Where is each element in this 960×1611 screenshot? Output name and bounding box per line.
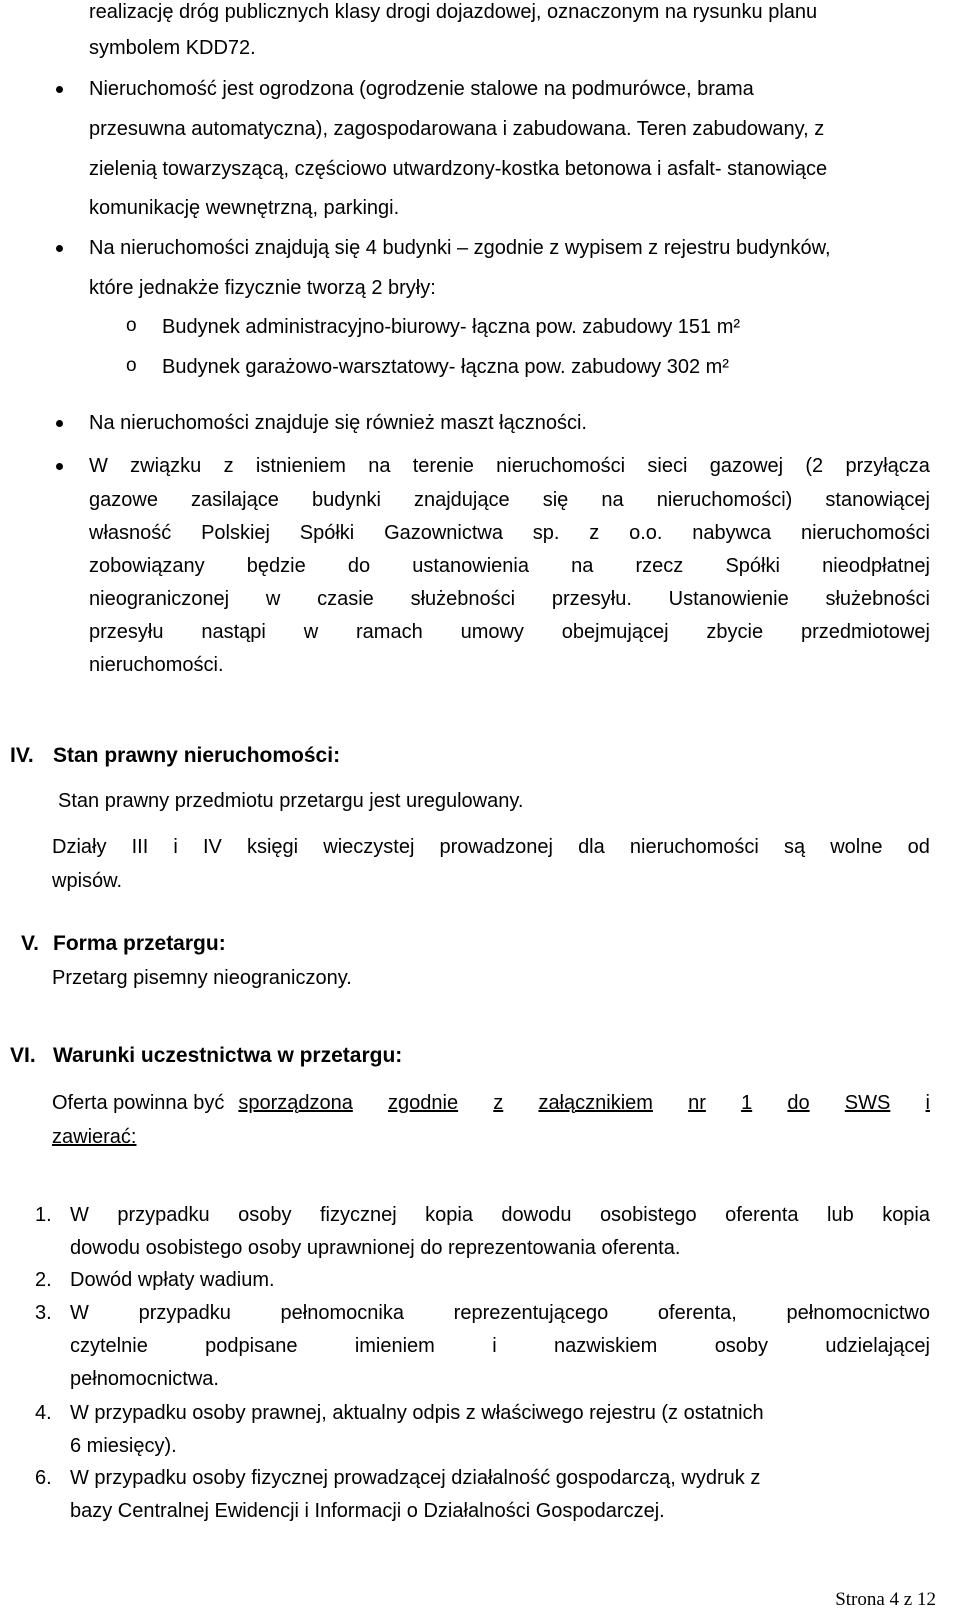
paragraph-line: Stan prawny przedmiotu przetargu jest uregulowany. — [58, 790, 524, 812]
word: nieodpłatnej — [822, 555, 930, 577]
word: przesyłu — [89, 621, 164, 643]
word: służebności — [410, 588, 516, 610]
word: z — [493, 1092, 504, 1114]
paragraph-line: symbolem KDD72. — [89, 37, 256, 59]
section-title: Warunki uczestnictwa w przetargu: — [53, 1044, 403, 1067]
list-item-line: bazy Centralnej Ewidencji i Informacji o Działalności Gospodarczej. — [70, 1500, 665, 1522]
word: własność — [89, 522, 172, 544]
word: przesyłu. — [551, 588, 632, 610]
word: reprezentującego — [453, 1302, 609, 1324]
word: na — [571, 555, 594, 577]
word: nieograniczonej — [89, 588, 230, 610]
word: SWS — [844, 1092, 891, 1114]
paragraph-line: realizację dróg publicznych klasy drogi dojazdowej, oznaczonym na rysunku planu — [89, 1, 818, 23]
word: nazwiskiem — [553, 1335, 658, 1357]
word: z — [223, 455, 234, 477]
word: osoby — [238, 1204, 292, 1226]
lead-text: Oferta powinna być — [52, 1092, 225, 1114]
word: czytelnie — [70, 1335, 148, 1357]
word: W — [89, 455, 108, 477]
word: fizycznej — [319, 1204, 397, 1226]
word: gazowej — [709, 455, 784, 477]
bullet-line: zielenią towarzyszącą, częściowo utwardzony-kostka betonowa i asfalt- stanowiące — [89, 158, 828, 180]
word: i — [492, 1335, 497, 1357]
word: w — [265, 588, 281, 610]
word: zasilające — [191, 489, 279, 511]
word: są — [783, 836, 806, 858]
word: sieci — [647, 455, 688, 477]
section-number: IV. — [10, 744, 34, 767]
list-item-number: 3. — [35, 1302, 52, 1324]
lead-underlined-text — [238, 1091, 930, 1115]
word: nabywca — [692, 522, 772, 544]
paragraph-line — [52, 1091, 930, 1115]
word: osobistego — [599, 1204, 697, 1226]
word: czasie — [317, 588, 374, 610]
sub-bullet-icon: o — [126, 355, 137, 376]
sub-bullet-icon: o — [126, 315, 137, 336]
word: umowy — [460, 621, 524, 643]
word: budynki — [311, 489, 381, 511]
word: gazowe — [89, 489, 158, 511]
bullet-line: komunikację wewnętrzną, parkingi. — [89, 197, 400, 219]
list-item-number: 1. — [35, 1204, 52, 1226]
word: Ustanowienie — [668, 588, 789, 610]
word: przedmiotowej — [800, 621, 930, 643]
word: III — [131, 836, 149, 858]
bullet-line — [89, 454, 930, 478]
word: pełnomocnictwo — [786, 1302, 930, 1324]
word: IV — [202, 836, 222, 858]
word: Polskiej — [201, 522, 270, 544]
word: przyłącza — [845, 455, 930, 477]
word: osoby — [714, 1335, 769, 1357]
paragraph-line — [52, 835, 930, 859]
list-item-line — [70, 1301, 930, 1325]
section-title: Stan prawny nieruchomości: — [53, 744, 341, 767]
word: rzecz — [635, 555, 684, 577]
word: pełnomocnika — [280, 1302, 404, 1324]
page-number: Strona 4 z 12 — [835, 1589, 936, 1610]
word: zgodnie — [388, 1092, 459, 1114]
word: obejmującej — [561, 621, 669, 643]
word: nieruchomości) — [656, 489, 793, 511]
word: znajdujące — [413, 489, 510, 511]
word: nieruchomości — [800, 522, 930, 544]
bullet-line: Na nieruchomości znajdują się 4 budynki – zgodnie z wypisem z rejestru budynków, — [89, 237, 831, 259]
word: Gazownictwa — [384, 522, 503, 544]
word: dla — [578, 836, 605, 858]
list-item-line — [70, 1334, 930, 1358]
word: się — [542, 489, 569, 511]
word: o.o. — [629, 522, 663, 544]
list-item-line: dowodu osobistego osoby uprawnionej do reprezentowania oferenta. — [70, 1237, 681, 1259]
word: W — [70, 1302, 89, 1324]
bullet-line — [89, 587, 930, 611]
word: do — [787, 1092, 810, 1114]
list-item-line: pełnomocnictwa. — [70, 1368, 219, 1390]
bullet-icon — [56, 420, 63, 427]
word: od — [907, 836, 930, 858]
word: dowodu — [501, 1204, 572, 1226]
word: prowadzonej — [439, 836, 553, 858]
word: z — [589, 522, 600, 544]
bullet-icon — [56, 463, 63, 470]
word: istnieniem — [255, 455, 346, 477]
word: oferenta, — [657, 1302, 737, 1324]
word: nieruchomości — [629, 836, 759, 858]
word: kopia — [425, 1204, 473, 1226]
word: Działy — [52, 836, 107, 858]
list-item-line: 6 miesięcy). — [70, 1435, 177, 1457]
word: przypadku — [138, 1302, 231, 1324]
bullet-line: przesuwna automatyczna), zagospodarowana i zabudowana. Teren zabudowany, z — [89, 118, 825, 140]
word: Spółki — [299, 522, 355, 544]
word: i — [925, 1092, 930, 1114]
word: wieczystej — [323, 836, 415, 858]
word: księgi — [246, 836, 299, 858]
word: związku — [130, 455, 202, 477]
paragraph-line: wpisów. — [52, 870, 123, 892]
bullet-icon — [56, 86, 63, 93]
word: załącznikiem — [538, 1092, 653, 1114]
word: lub — [827, 1204, 854, 1226]
word: udzielającej — [825, 1335, 930, 1357]
bullet-line — [89, 620, 930, 644]
word: podpisane — [205, 1335, 298, 1357]
list-item-number: 6. — [35, 1467, 52, 1489]
word: i — [173, 836, 178, 858]
word: na — [601, 489, 624, 511]
word: nr — [688, 1092, 706, 1114]
word: imieniem — [354, 1335, 435, 1357]
word: ramach — [356, 621, 423, 643]
word: 1 — [741, 1092, 753, 1114]
list-item-line: W przypadku osoby prawnej, aktualny odpis z właściwego rejestru (z ostatnich — [70, 1402, 764, 1424]
sub-bullet-line: Budynek administracyjno-biurowy- łączna pow. zabudowy 151 m² — [162, 316, 741, 338]
word: zbycie — [706, 621, 764, 643]
section-number: VI. — [10, 1044, 36, 1067]
section-title: Forma przetargu: — [53, 932, 226, 955]
paragraph-line: zawierać: — [52, 1126, 137, 1148]
bullet-line — [89, 488, 930, 512]
bullet-line: Nieruchomość jest ogrodzona (ogrodzenie stalowe na podmurówce, brama — [89, 78, 754, 100]
list-item-line: W przypadku osoby fizycznej prowadzącej działalność gospodarczą, wydruk z — [70, 1467, 761, 1489]
word: sp. — [532, 522, 560, 544]
word: wolne — [830, 836, 883, 858]
bullet-line: Na nieruchomości znajduje się również maszt łączności. — [89, 412, 587, 434]
word: na — [368, 455, 391, 477]
word: W — [70, 1204, 89, 1226]
word: nieruchomości — [496, 455, 626, 477]
word: ustanowienia — [412, 555, 529, 577]
word: stanowiącej — [825, 489, 930, 511]
section-number: V. — [21, 932, 39, 955]
word: będzie — [246, 555, 306, 577]
word: przypadku — [117, 1204, 210, 1226]
word: (2 — [805, 455, 824, 477]
bullet-icon — [56, 245, 63, 252]
list-item-number: 2. — [35, 1269, 52, 1291]
word: sporządzona — [238, 1092, 353, 1114]
sub-bullet-line: Budynek garażowo-warsztatowy- łączna pow. zabudowy 302 m² — [162, 356, 729, 378]
word: oferenta — [725, 1204, 799, 1226]
paragraph-line: Przetarg pisemny nieograniczony. — [52, 967, 352, 989]
word: w — [303, 621, 319, 643]
word: terenie — [412, 455, 474, 477]
word: Spółki — [725, 555, 780, 577]
word: służebności — [825, 588, 930, 610]
word: do — [347, 555, 371, 577]
bullet-line: które jednakże fizycznie tworzą 2 bryły: — [89, 277, 436, 299]
list-item-line — [70, 1203, 930, 1227]
bullet-line — [89, 554, 930, 578]
bullet-line — [89, 521, 930, 545]
list-item-line: Dowód wpłaty wadium. — [70, 1269, 275, 1291]
word: kopia — [882, 1204, 930, 1226]
word: zobowiązany — [89, 555, 205, 577]
bullet-line: nieruchomości. — [89, 654, 224, 676]
list-item-number: 4. — [35, 1402, 52, 1424]
word: nastąpi — [201, 621, 266, 643]
